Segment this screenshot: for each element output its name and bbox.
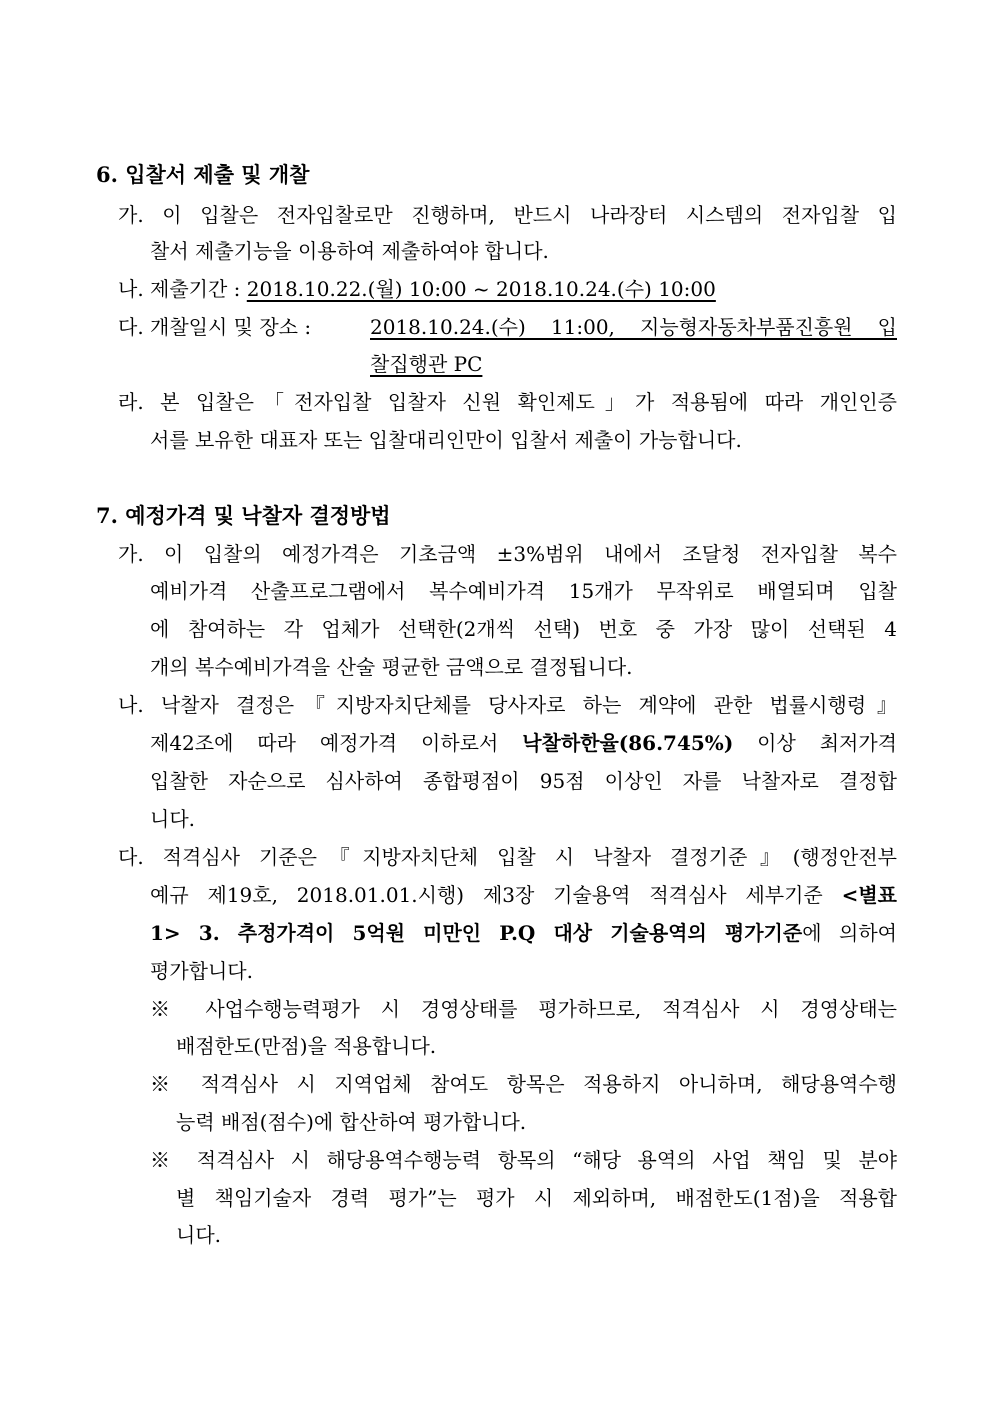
s7-da-appendix-ref: <별표 — [841, 883, 897, 907]
note-1-line2: 배점한도(만점)을 적용합니다. — [176, 1034, 437, 1058]
s7-da-line3-tail: 에 의하여 — [802, 921, 897, 945]
s6-ga-line1: 가. 이 입찰은 전자입찰로만 진행하며, 반드시 나라장터 시스템의 전자입찰 입 — [118, 203, 897, 227]
s7-na-threshold-rate: 낙찰하한율(86.745%) — [522, 731, 734, 755]
s7-ga-line3: 에 참여하는 각 업체가 선택한(2개씩 선택) 번호 중 가장 많이 선택된 4 — [150, 617, 897, 641]
s7-da-line2-text: 예규 제19호, 2018.01.01.시행) 제3장 기술용역 적격심사 세부기준 — [150, 883, 842, 907]
s7-na-line3: 입찰한 자순으로 심사하여 종합평점이 95점 이상인 자를 낙찰자로 결정합 — [150, 769, 897, 793]
s7-na-line1: 나. 낙찰자 결정은『지방자치단체를 당사자로 하는 계약에 관한 법률시행령』 — [118, 693, 897, 717]
note-3-line2: 별 책임기술자 경력 평가”는 평가 시 제외하며, 배점한도(1점)을 적용합 — [176, 1186, 897, 1210]
s7-na-line2-tail: 이상 최저가격 — [733, 731, 897, 755]
s6-ga-line2: 찰서 제출기능을 이용하여 제출하여야 합니다. — [150, 239, 549, 263]
s7-ga-line2: 예비가격 산출프로그램에서 복수예비가격 15개가 무작위로 배열되며 입찰 — [150, 579, 897, 603]
s7-da-line3 — [150, 916, 897, 950]
s7-da-line1: 다. 적격심사 기준은『지방자치단체 입찰 시 낙찰자 결정기준』(행정안전부 — [118, 845, 897, 869]
s6-da-line2: 찰집행관 PC — [370, 352, 483, 376]
note-2-line1: ※ 적격심사 시 지역업체 참여도 항목은 적용하지 아니하며, 해당용역수행 — [150, 1072, 897, 1096]
s6-ra-line1: 라. 본 입찰은「전자입찰 입찰자 신원 확인제도」가 적용됨에 따라 개인인증 — [118, 390, 897, 414]
note-2-line2: 능력 배점(점수)에 합산하여 평가합니다. — [176, 1110, 527, 1134]
s7-na-line4: 니다. — [150, 807, 195, 831]
s7-ga-line4: 개의 복수예비가격을 산술 평균한 금액으로 결정됩니다. — [150, 655, 633, 679]
s7-ga-line1: 가. 이 입찰의 예정가격은 기초금액 ±3%범위 내에서 조달청 전자입찰 복수 — [118, 542, 897, 566]
s7-da-criteria-title: 1> 3. 추정가격이 5억원 미만인 P.Q 대상 기술용역의 평가기준 — [150, 921, 803, 945]
s6-na-period: 2018.10.22.(월) 10:00 ~ 2018.10.24.(수) 10:00 — [246, 277, 716, 301]
note-3-line3: 니다. — [176, 1223, 221, 1247]
s7-na-line2-text: 제42조에 따라 예정가격 이하로서 — [150, 731, 523, 755]
section-6-title: 6. 입찰서 제출 및 개찰 — [96, 162, 310, 187]
section-7-title: 7. 예정가격 및 낙찰자 결정방법 — [96, 503, 391, 528]
s7-da-line4: 평가합니다. — [150, 959, 253, 983]
note-1-line1: ※ 사업수행능력평가 시 경영상태를 평가하므로, 적격심사 시 경영상태는 — [150, 997, 897, 1021]
note-3-line1: ※ 적격심사 시 해당용역수행능력 항목의 “해당 용역의 사업 책임 및 분야 — [150, 1148, 897, 1172]
s6-na-line — [118, 272, 716, 306]
s7-da-line2 — [150, 878, 897, 912]
s6-da-line1: 2018.10.24.(수) 11:00, 지능형자동차부품진흥원 입 — [370, 315, 897, 339]
s6-na-label: 나. 제출기간 : — [118, 277, 247, 301]
s6-ra-line2: 서를 보유한 대표자 또는 입찰대리인만이 입찰서 제출이 가능합니다. — [150, 428, 742, 452]
s7-na-line2 — [150, 726, 897, 760]
s6-da-label: 다. 개찰일시 및 장소 : — [118, 315, 312, 339]
